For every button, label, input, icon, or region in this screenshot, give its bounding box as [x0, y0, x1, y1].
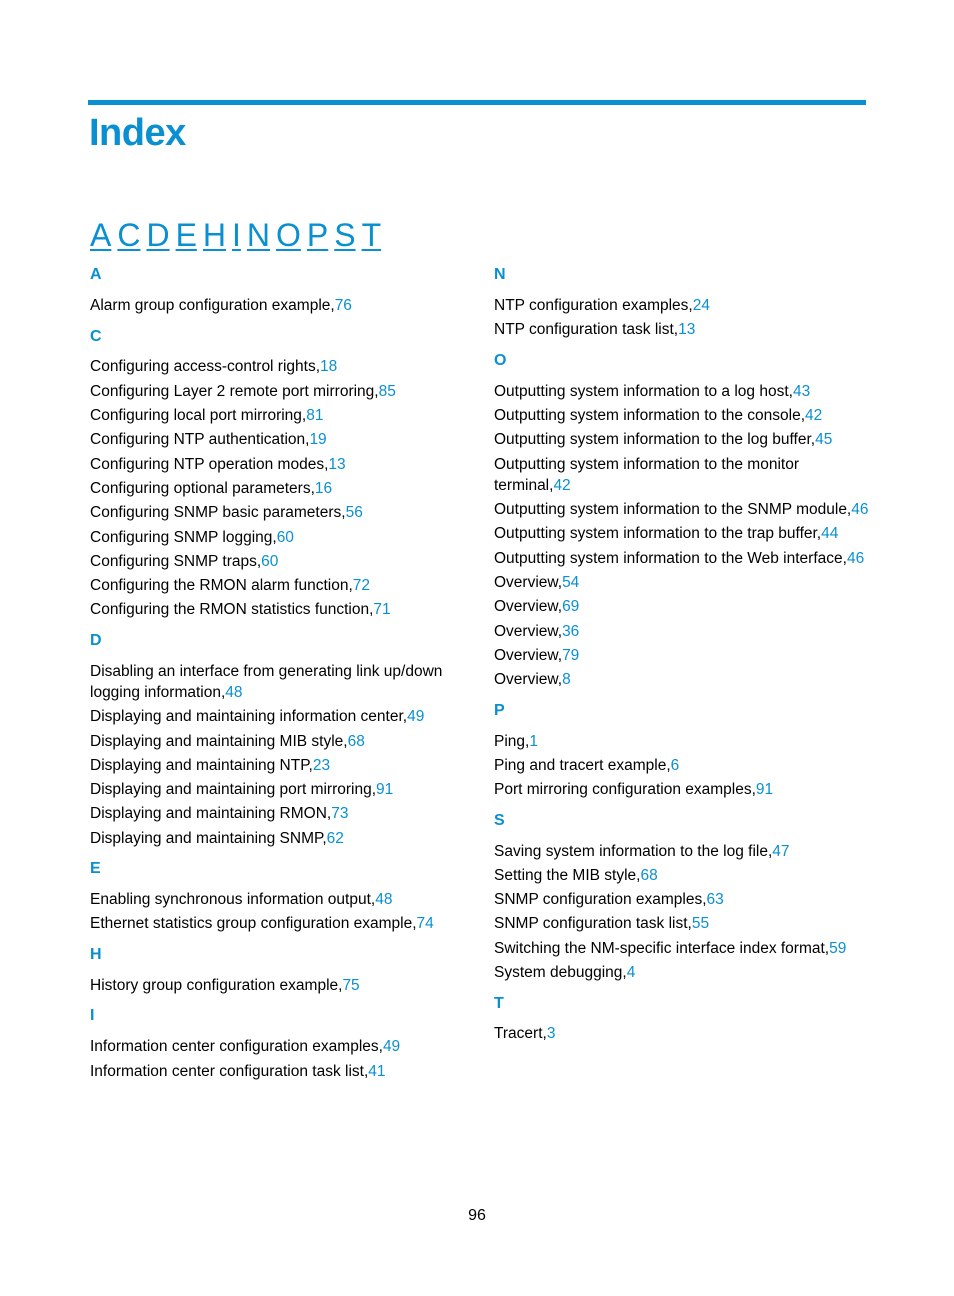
- letter-link-p[interactable]: P: [306, 217, 329, 253]
- index-entry: [90, 731, 365, 752]
- index-entry-text: SNMP configuration examples,: [494, 891, 707, 908]
- index-entry-text: System debugging,: [494, 964, 627, 981]
- index-entry-page-link[interactable]: 24: [692, 297, 710, 314]
- index-entry-page-link[interactable]: 71: [373, 601, 391, 618]
- index-entry: [90, 454, 346, 475]
- index-entry-page-link[interactable]: 41: [368, 1063, 386, 1080]
- index-entry-page-link[interactable]: 47: [772, 843, 790, 860]
- index-entry-page-link[interactable]: 68: [640, 867, 658, 884]
- index-entry-text: Displaying and maintaining NTP,: [90, 757, 313, 774]
- index-entry-page-link[interactable]: 76: [334, 297, 352, 314]
- index-entry-page-link[interactable]: 43: [792, 383, 811, 400]
- index-entry: [494, 454, 874, 496]
- index-entry: [494, 669, 571, 690]
- letter-link-h[interactable]: H: [202, 217, 227, 253]
- index-entry-page-link[interactable]: 46: [846, 550, 865, 567]
- index-entry: [90, 975, 360, 996]
- index-entry-page-link[interactable]: 13: [678, 321, 696, 338]
- index-entry: [90, 295, 352, 316]
- letter-link-t[interactable]: T: [361, 217, 382, 253]
- index-entry-page-link[interactable]: 72: [352, 577, 371, 594]
- index-entry-page-link[interactable]: 4: [626, 964, 636, 981]
- index-entry-text: Switching the NM-specific interface index format,: [494, 940, 830, 957]
- index-entry-text: Configuring NTP operation modes,: [90, 456, 329, 473]
- index-entry-page-link[interactable]: 36: [562, 623, 580, 640]
- letter-link-n[interactable]: N: [246, 217, 271, 253]
- index-entry-text: Outputting system information to the SNMP module,: [494, 501, 852, 518]
- index-entry-text: Displaying and maintaining information center,: [90, 708, 408, 725]
- index-entry-text: Overview,: [494, 647, 563, 664]
- index-entry-page-link[interactable]: 63: [706, 891, 724, 908]
- index-entry-page-link[interactable]: 44: [821, 525, 839, 542]
- index-entry-page-link[interactable]: 42: [553, 477, 571, 494]
- index-entry-text: Configuring Layer 2 remote port mirroring,: [90, 383, 379, 400]
- index-entry: [494, 645, 579, 666]
- section-letter-a: A: [90, 266, 102, 283]
- index-entry-page-link[interactable]: 69: [562, 598, 580, 615]
- index-entry-page-link[interactable]: 49: [407, 708, 425, 725]
- index-entry-text: Displaying and maintaining MIB style,: [90, 733, 348, 750]
- index-entry: [90, 755, 330, 776]
- index-entry-text: Configuring NTP authentication,: [90, 431, 310, 448]
- index-entry-text: Outputting system information to the Web interface,: [494, 550, 847, 567]
- letter-link-o[interactable]: O: [276, 217, 301, 253]
- index-entry-text: Alarm group configuration example,: [90, 297, 335, 314]
- index-entry-text: Outputting system information to a log host,: [494, 383, 793, 400]
- index-entry: [494, 889, 724, 910]
- index-entry-text: Outputting system information to the trap buffer,: [494, 525, 822, 542]
- index-entry-text: Information center configuration task list,: [90, 1063, 369, 1080]
- index-entry: [90, 803, 348, 824]
- index-entry-text: Ethernet statistics group configuration example,: [90, 915, 417, 932]
- index-entry-page-link[interactable]: 48: [375, 891, 393, 908]
- letter-navigation: [90, 216, 387, 256]
- index-entry-text: Displaying and maintaining SNMP,: [90, 830, 327, 847]
- index-entry: [494, 295, 710, 316]
- index-entry: [494, 596, 579, 617]
- index-entry: [90, 706, 424, 727]
- index-entry-page-link[interactable]: 62: [326, 830, 344, 847]
- index-entry-page-link[interactable]: 23: [312, 757, 331, 774]
- index-entry-page-link[interactable]: 42: [805, 407, 823, 424]
- index-entry-page-link[interactable]: 6: [670, 757, 680, 774]
- letter-link-a[interactable]: A: [90, 217, 112, 253]
- index-entry: [494, 938, 846, 959]
- section-letter-o: O: [494, 352, 507, 369]
- index-entry: [494, 405, 822, 426]
- index-entry: [90, 779, 393, 800]
- index-entry-page-link[interactable]: 85: [378, 383, 396, 400]
- index-entry: [90, 502, 363, 523]
- index-entry-page-link[interactable]: 55: [691, 915, 710, 932]
- index-entry-text: Outputting system information to the console,: [494, 407, 806, 424]
- index-entry-page-link[interactable]: 60: [276, 529, 294, 546]
- index-entry: [90, 356, 337, 377]
- index-entry: [90, 828, 344, 849]
- letter-link-s[interactable]: S: [334, 217, 356, 253]
- section-letter-c: C: [90, 328, 102, 345]
- index-entry-text: Configuring the RMON alarm function,: [90, 577, 353, 594]
- index-entry-page-link[interactable]: 1: [529, 733, 538, 750]
- index-entry: [90, 429, 327, 450]
- index-entry-page-link[interactable]: 48: [225, 684, 243, 701]
- index-entry-text: Disabling an interface from generating link up/down logging information,: [90, 663, 443, 701]
- index-entry-page-link[interactable]: 16: [314, 480, 333, 497]
- index-entry-text: Outputting system information to the monitor terminal,: [494, 456, 799, 494]
- section-letter-n: N: [494, 266, 506, 283]
- index-entry-text: Enabling synchronous information output,: [90, 891, 376, 908]
- index-entry-text: Setting the MIB style,: [494, 867, 641, 884]
- index-entry: [90, 913, 434, 934]
- section-letter-d: D: [90, 632, 102, 649]
- page-number: 96: [468, 1207, 486, 1224]
- index-entry-page-link[interactable]: 45: [815, 431, 833, 448]
- index-entry: [494, 621, 579, 642]
- index-entry-page-link[interactable]: 73: [331, 805, 349, 822]
- index-entry: [90, 381, 396, 402]
- index-entry: [494, 913, 709, 934]
- index-entry-text: Configuring SNMP traps,: [90, 553, 262, 570]
- section-letter-t: T: [494, 995, 504, 1012]
- section-letter-h: H: [90, 946, 102, 963]
- index-entry-page-link[interactable]: 46: [851, 501, 869, 518]
- letter-link-c[interactable]: C: [117, 217, 141, 253]
- index-entry-page-link[interactable]: 13: [328, 456, 346, 473]
- index-entry-page-link[interactable]: 8: [562, 671, 571, 688]
- section-letter-e: E: [90, 860, 101, 877]
- index-entry: [494, 572, 579, 593]
- index-entry-page-link[interactable]: 91: [755, 781, 774, 798]
- index-entry-text: Configuring local port mirroring,: [90, 407, 307, 424]
- index-entry-text: Ping and tracert example,: [494, 757, 671, 774]
- section-letter-s: S: [494, 812, 505, 829]
- index-entry-text: NTP configuration examples,: [494, 297, 693, 314]
- index-entry-page-link[interactable]: 75: [342, 977, 360, 994]
- index-entry-page-link[interactable]: 91: [376, 781, 394, 798]
- index-entry-text: History group configuration example,: [90, 977, 343, 994]
- index-entry: [494, 962, 635, 983]
- index-entry-text: Configuring access-control rights,: [90, 358, 321, 375]
- index-entry: [90, 405, 323, 426]
- index-entry-text: Configuring optional parameters,: [90, 480, 315, 497]
- index-entry: [90, 1036, 400, 1057]
- index-entry-page-link[interactable]: 19: [309, 431, 327, 448]
- index-entry: [90, 661, 470, 703]
- index-entry-text: Saving system information to the log file,: [494, 843, 773, 860]
- index-entry-page-link[interactable]: 74: [416, 915, 434, 932]
- index-entry: [494, 865, 658, 886]
- index-entry-text: Displaying and maintaining RMON,: [90, 805, 332, 822]
- index-entry-page-link[interactable]: 59: [829, 940, 847, 957]
- index-entry-text: Configuring SNMP logging,: [90, 529, 277, 546]
- index-entry-text: Overview,: [494, 671, 563, 688]
- index-entry-page-link[interactable]: 18: [320, 358, 338, 375]
- index-entry-page-link[interactable]: 68: [347, 733, 365, 750]
- index-entry: [494, 779, 773, 800]
- index-entry-page-link[interactable]: 49: [382, 1038, 401, 1055]
- index-entry-page-link[interactable]: 81: [306, 407, 324, 424]
- index-entry-text: Overview,: [494, 598, 563, 615]
- index-entry: [494, 548, 864, 569]
- index-entry: [90, 1061, 386, 1082]
- index-entry: [494, 381, 810, 402]
- index-entry: [494, 841, 790, 862]
- index-entry: [90, 527, 294, 548]
- index-entry: [494, 319, 695, 340]
- letter-link-i[interactable]: I: [232, 217, 241, 253]
- index-entry-page-link[interactable]: 60: [261, 553, 279, 570]
- index-entry: [494, 755, 679, 776]
- index-entry-text: Port mirroring configuration examples,: [494, 781, 756, 798]
- index-entry-text: Information center configuration examples,: [90, 1038, 383, 1055]
- index-entry: [494, 429, 832, 450]
- index-entry-text: Ping,: [494, 733, 530, 750]
- index-entry-page-link[interactable]: 54: [562, 574, 580, 591]
- letter-link-d[interactable]: D: [146, 217, 170, 253]
- index-entry-text: NTP configuration task list,: [494, 321, 679, 338]
- index-entry-text: Outputting system information to the log buffer,: [494, 431, 816, 448]
- index-entry: [494, 731, 538, 752]
- index-entry-text: Overview,: [494, 623, 563, 640]
- index-entry-text: Configuring SNMP basic parameters,: [90, 504, 346, 521]
- index-entry-page-link[interactable]: 56: [345, 504, 363, 521]
- page-title: Index: [89, 112, 186, 154]
- index-entry: [90, 889, 392, 910]
- index-entry-text: Overview,: [494, 574, 563, 591]
- index-entry-text: Configuring the RMON statistics function,: [90, 601, 374, 618]
- index-entry: [90, 478, 332, 499]
- index-entry: [90, 575, 370, 596]
- index-entry-text: SNMP configuration task list,: [494, 915, 692, 932]
- section-letter-i: I: [90, 1007, 95, 1024]
- index-entry: [494, 1023, 555, 1044]
- index-entry-text: Displaying and maintaining port mirroring,: [90, 781, 377, 798]
- index-entry: [90, 551, 278, 572]
- title-rule: [88, 100, 866, 105]
- index-entry-page-link[interactable]: 79: [562, 647, 580, 664]
- index-entry-page-link[interactable]: 3: [546, 1025, 556, 1042]
- section-letter-p: P: [494, 702, 505, 719]
- index-entry: [494, 523, 838, 544]
- index-entry: [494, 499, 869, 520]
- letter-link-e[interactable]: E: [175, 217, 197, 253]
- index-entry-text: Tracert,: [494, 1025, 547, 1042]
- index-entry: [90, 599, 391, 620]
